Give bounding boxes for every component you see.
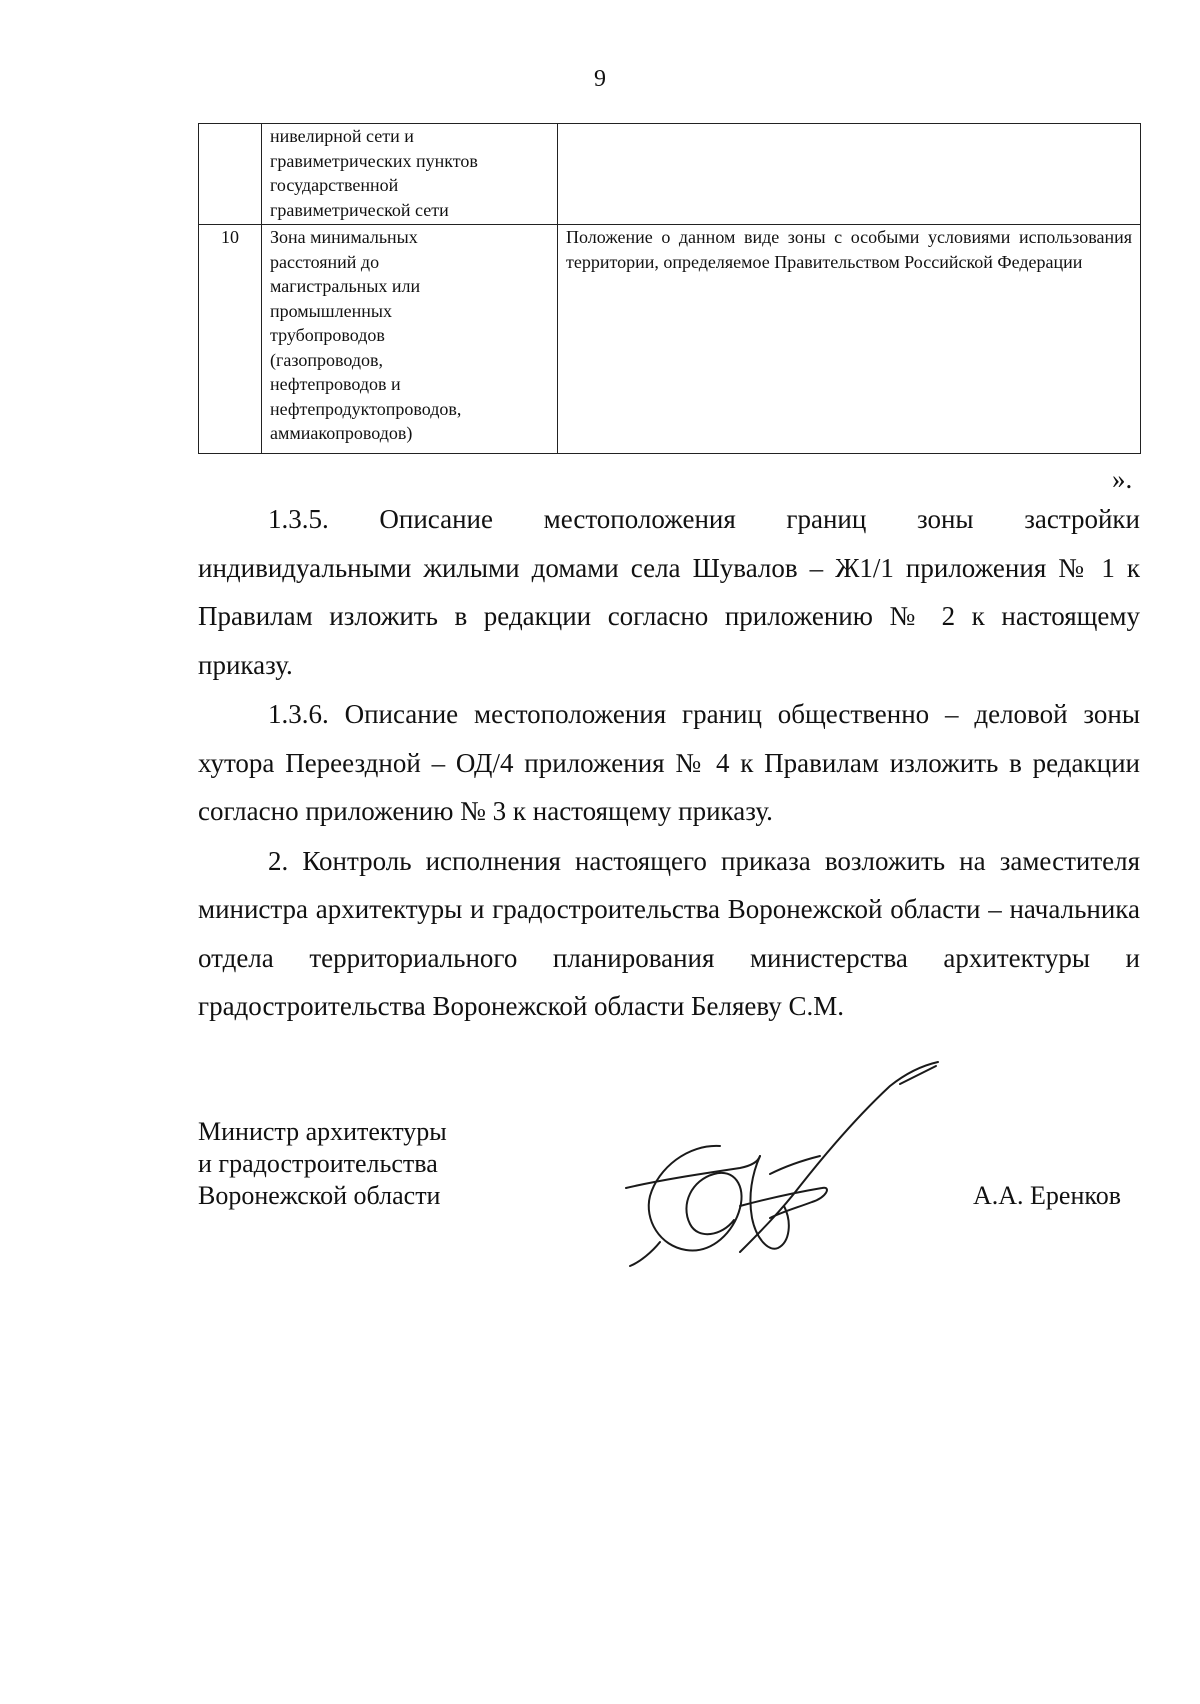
zone-name-line: гравиметрических пунктов: [270, 150, 478, 171]
order-body: [198, 495, 1140, 1031]
zone-name-line: нефтепродуктопроводов,: [270, 398, 462, 419]
zone-description-text: Положение о данном виде зоны с особыми условиями использования территории, определяемое Правительством Российской Федерации: [566, 227, 1132, 272]
zones-table: [198, 123, 1141, 454]
zone-name-line: (газопроводов,: [270, 349, 384, 370]
paragraph-2-control: 2. Контроль исполнения настоящего приказа возложить на заместителя министра архитектуры и градостроительства Воронежской области – начальника отдела территориального планирования министерства архитектуры и градостроительства Воронежской области Беляеву С.М.: [198, 845, 1140, 1021]
row-number: [199, 124, 262, 225]
row-number: 10: [199, 225, 262, 454]
zone-description-cell: [558, 124, 1141, 225]
zone-name-cell: [262, 225, 558, 454]
table-row: [199, 225, 1141, 454]
position-line: Воронежской области: [198, 1181, 441, 1210]
zone-name-line: нефтепроводов и: [270, 374, 401, 394]
zone-name-line: промышленных: [270, 300, 392, 321]
zone-name-line: Зона минимальных: [270, 227, 418, 247]
zone-name-line: аммиакопроводов): [270, 423, 413, 443]
page-number: 9: [594, 66, 606, 92]
paragraph-1-3-5: 1.3.5. Описание местоположения границ зоны застройки индивидуальными жилыми домами села Шувалов – Ж1/1 приложения № 1 к Правилам изложить в редакции согласно приложению № 2 к настоящему приказу.: [198, 504, 1140, 680]
closing-quote: ».: [1112, 464, 1133, 494]
zone-name-line: государственной: [270, 175, 399, 195]
position-line: Министр архитектуры: [198, 1117, 447, 1146]
zone-name-line: расстояний до: [270, 251, 380, 272]
zone-name-line: гравиметрической сети: [270, 199, 449, 220]
paragraph-1-3-6: 1.3.6. Описание местоположения границ общественно – деловой зоны хутора Переездной – ОД/4 приложения № 4 к Правилам изложить в редакции согласно приложению № 3 к настоящему приказу.: [198, 699, 1140, 826]
zone-name-line: магистральных или: [270, 276, 421, 296]
zone-description-cell: [558, 225, 1141, 454]
zone-name-line: трубопроводов: [270, 325, 385, 345]
table-row: [199, 124, 1141, 225]
zone-name-cell: [262, 124, 558, 225]
signer-name: А.А. Еренков: [973, 1181, 1121, 1210]
position-line: и градостроительства: [198, 1149, 438, 1178]
zone-name-line: нивелирной сети и: [270, 126, 414, 146]
signature-icon: [600, 1056, 960, 1286]
signatory-position: [198, 1116, 447, 1212]
